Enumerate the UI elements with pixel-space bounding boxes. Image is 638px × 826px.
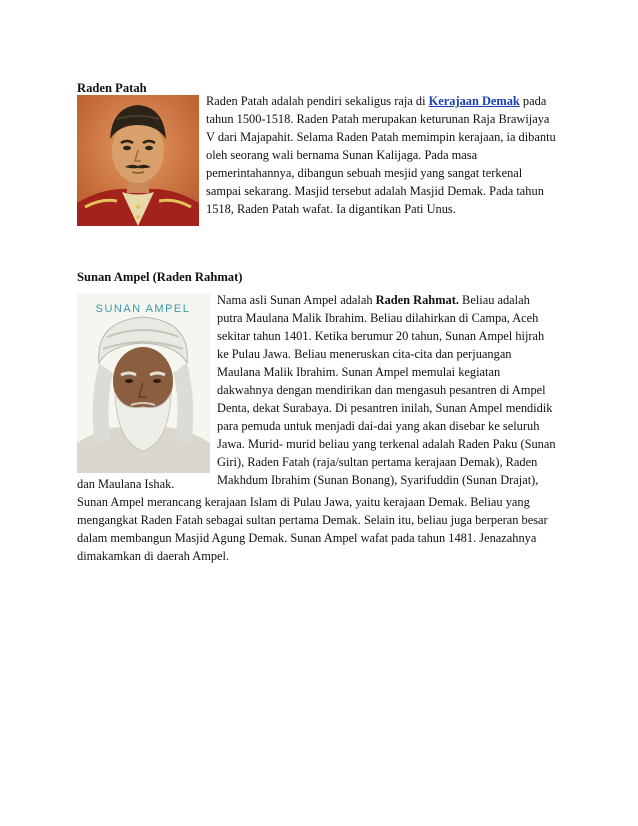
line-text: Beliau adalah — [458, 293, 530, 307]
paragraph-line: ke Pulau Jawa. Beliau meneruskan cita-cita dan perjuangan — [217, 347, 512, 361]
line-text: pada — [519, 94, 547, 108]
bold-name: Raden Rahmat. — [375, 293, 459, 307]
paragraph-line: dalam membangun Masjid Agung Demak. Sunan Ampel wafat pada tahun 1481. Jenazahnya — [77, 531, 537, 545]
paragraph-line — [206, 92, 556, 110]
section-heading-raden-patah: Raden Patah — [77, 81, 147, 95]
paragraph-line: mengangkat Raden Fatah sebagai sultan pertama Demak. Selain itu, beliau juga berperan besar — [77, 513, 548, 527]
paragraph-line: oleh seorang wali bernama Sunan Kalijaga. Pada masa — [206, 148, 478, 162]
line-text: Nama asli Sunan Ampel adalah — [217, 293, 376, 307]
paragraph-line: Sunan Ampel merancang kerajaan Islam di Pulau Jawa, yaitu kerajaan Demak. Beliau yang — [77, 495, 530, 509]
paragraph-line: sekitar tahun 1401. Ketika berumur 20 tahun, Sunan Ampel hijrah — [217, 329, 545, 343]
paragraph-line: sampai sekarang. Masjid tersebut adalah Masjid Demak. Pada tahun — [206, 184, 544, 198]
paragraph-line: para pemuda untuk menjadi dai-dai yang akan disebar ke seluruh — [217, 419, 540, 433]
paragraph-line: Giri), Raden Fatah (raja/sultan pertama kerajaan Demak), Raden — [217, 455, 538, 469]
section-heading-sunan-ampel: Sunan Ampel (Raden Rahmat) — [77, 270, 243, 284]
paragraph-line: 1518, Raden Patah wafat. Ia digantikan Pati Unus. — [206, 202, 456, 216]
sunan-ampel-continuation — [77, 475, 548, 565]
kerajaan-demak-link[interactable]: Kerajaan Demak — [428, 94, 520, 108]
sunan-ampel-paragraph — [217, 291, 556, 489]
raden-patah-portrait — [77, 95, 199, 226]
raden-patah-paragraph — [206, 92, 556, 218]
paragraph-line: pemerintahannya, dibangun sebuah mesjid yang sangat terkenal — [206, 166, 523, 180]
line-text: Raden Patah adalah pendiri sekaligus raja di — [206, 94, 429, 108]
paragraph-line: Jawa. Murid- murid beliau yang terkenal adalah Raden Paku (Sunan — [217, 437, 556, 451]
paragraph-line: dakwahnya dengan mendirikan dan mengasuh pesantren di Ampel — [217, 383, 546, 397]
portrait-caption: SUNAN AMPEL — [95, 303, 191, 315]
paragraph-line: Denta, dekat Surabaya. Di pesantren inilah, Sunan Ampel mendidik — [217, 401, 553, 415]
paragraph-line: dimakamkan di daerah Ampel. — [77, 549, 230, 563]
paragraph-line: dan Maulana Ishak. — [77, 477, 175, 491]
paragraph-line: putra Maulana Malik Ibrahim. Beliau dilahirkan di Campa, Aceh — [217, 311, 539, 325]
paragraph-line: Maulana Malik Ibrahim. Sunan Ampel memulai kegiatan — [217, 365, 501, 379]
paragraph-line: tahun 1500-1518. Raden Patah merupakan keturunan Raja Brawijaya — [206, 112, 550, 126]
paragraph-line: Makhdum Ibrahim (Sunan Bonang), Syarifuddin (Sunan Drajat), — [217, 473, 539, 487]
paragraph-line: V dari Majapahit. Selama Raden Patah memimpin kerajaan, ia dibantu — [206, 130, 556, 144]
paragraph-line — [217, 291, 556, 309]
sunan-ampel-portrait — [77, 293, 210, 473]
